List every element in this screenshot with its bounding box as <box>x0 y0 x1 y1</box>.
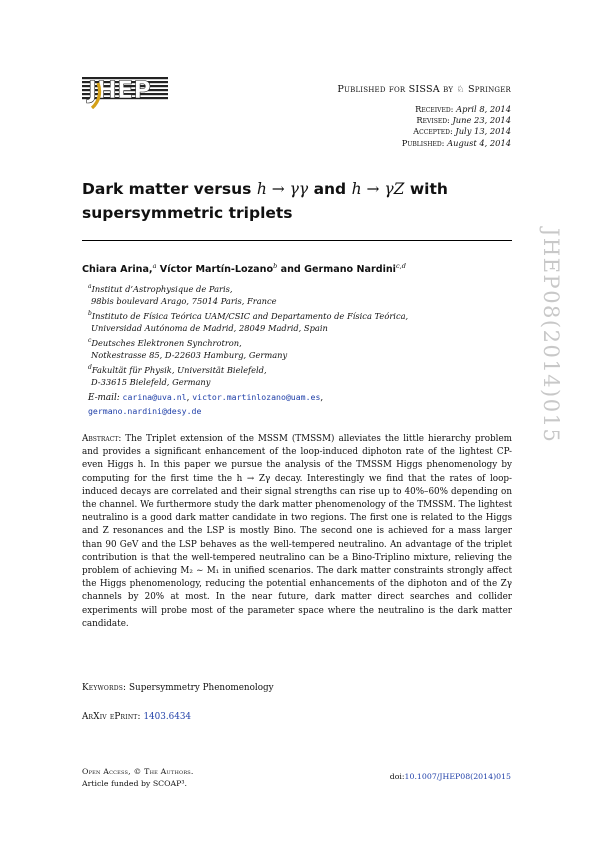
arxiv-eprint: ArXiv ePrint: 1403.6434 <box>82 712 192 722</box>
email-link-arina[interactable]: carina@uva.nl <box>122 392 187 402</box>
affiliation-b: $^b$Instituto de Física Teórica UAM/CSIC and Departamento de Física Teórica, Universidad Autónoma de Madrid, 28049 Madrid, Spain <box>88 310 409 334</box>
arxiv-link[interactable]: 1403.6434 <box>143 712 192 722</box>
doi-link[interactable]: 10.1007/JHEP08(2014)015 <box>404 772 511 781</box>
date-published: Published: August 4, 2014 <box>401 137 511 148</box>
paper-title: Dark matter versus h → γγ and h → γZ with supersymmetric triplets <box>82 180 448 222</box>
affiliation-c: $^c$Deutsches Elektronen Synchrotron, Notkestrasse 85, D-22603 Hamburg, Germany <box>88 337 288 361</box>
svg-text:JHEP: JHEP <box>88 76 151 104</box>
affiliation-d: $^d$Fakultät für Physik, Universität Bielefeld, D-33615 Bielefeld, Germany <box>88 364 267 388</box>
keywords: Keywords: Supersymmetry Phenomenology <box>82 683 274 693</box>
springer-icon: ♘ <box>456 85 465 95</box>
open-access-note: Open Access, © The Authors. Article funded by SCOAP³. <box>82 767 194 788</box>
email-link-nardini[interactable]: germano.nardini@desy.de <box>88 406 202 416</box>
author-list: Chiara Arina,$^a$ Víctor Martín-Lozano$^b$ and Germano Nardini$^{c,d}$ <box>82 262 406 276</box>
email-link-martin-lozano[interactable]: victor.martinlozano@uam.es <box>192 392 321 402</box>
publication-dates <box>402 104 511 149</box>
published-for-line: Published for SISSA by ♘ Springer <box>337 84 511 95</box>
email-block: E-mail: carina@uva.nl, victor.martinlozano@uam.es, germano.nardini@desy.de <box>88 392 324 416</box>
title-rule <box>82 240 512 241</box>
date-accepted: Accepted: July 13, 2014 <box>413 126 511 137</box>
doi: doi:10.1007/JHEP08(2014)015 <box>389 772 511 781</box>
date-revised: Revised: June 23, 2014 <box>416 115 511 126</box>
jhep-logo <box>82 75 168 109</box>
abstract: Abstract: The Triplet extension of the MSSM (TMSSM) alleviates the little hierarchy problem and provides a significant enhancement of the loop-induced diphoton rate of the lightest CP-even Higgs h. In this paper we pursue the analysis of the TMSSM Higgs phenomenology by computing for the first time the h → Zγ decay. Interestingly we find that the rates of loop-induced decays are correlated and their signal strengths can rise up to 40%–60% depending on the channel. We furthermore study the dark matter phenomenology of the TMSSM. The lightest neutralino is a good dark matter candidate in two regions. The first one is related to the Higgs and Z resonances and the LSP is mostly Bino. The second one is achieved for a mass larger than 90 GeV and the LSP behaves as the well-tempered neutralino. An advantage of the triplet contribution is that the well-tempered neutralino can be a Bino-Triplino mixture, relieving the problem of achieving M₂ ∼ M₁ in unified scenarios. The dark matter constraints strongly affect the Higgs phenomenology, reducing the potential enhancements of the diphoton and of the Zγ channels by 20% at most. In the near future, dark matter direct searches and collider experiments will probe most of the parameter space where the neutralino is the dark matter candidate. <box>82 434 513 629</box>
abstract-label: Abstract: <box>82 434 122 444</box>
affiliation-a: $^a$Institut d’Astrophysique de Paris, 98bis boulevard Arago, 75014 Paris, France <box>88 283 277 307</box>
date-received: Received: April 8, 2014 <box>415 104 511 114</box>
side-identifier <box>532 226 572 496</box>
side-identifier-text: JHEP08(2014)015 <box>539 228 563 444</box>
